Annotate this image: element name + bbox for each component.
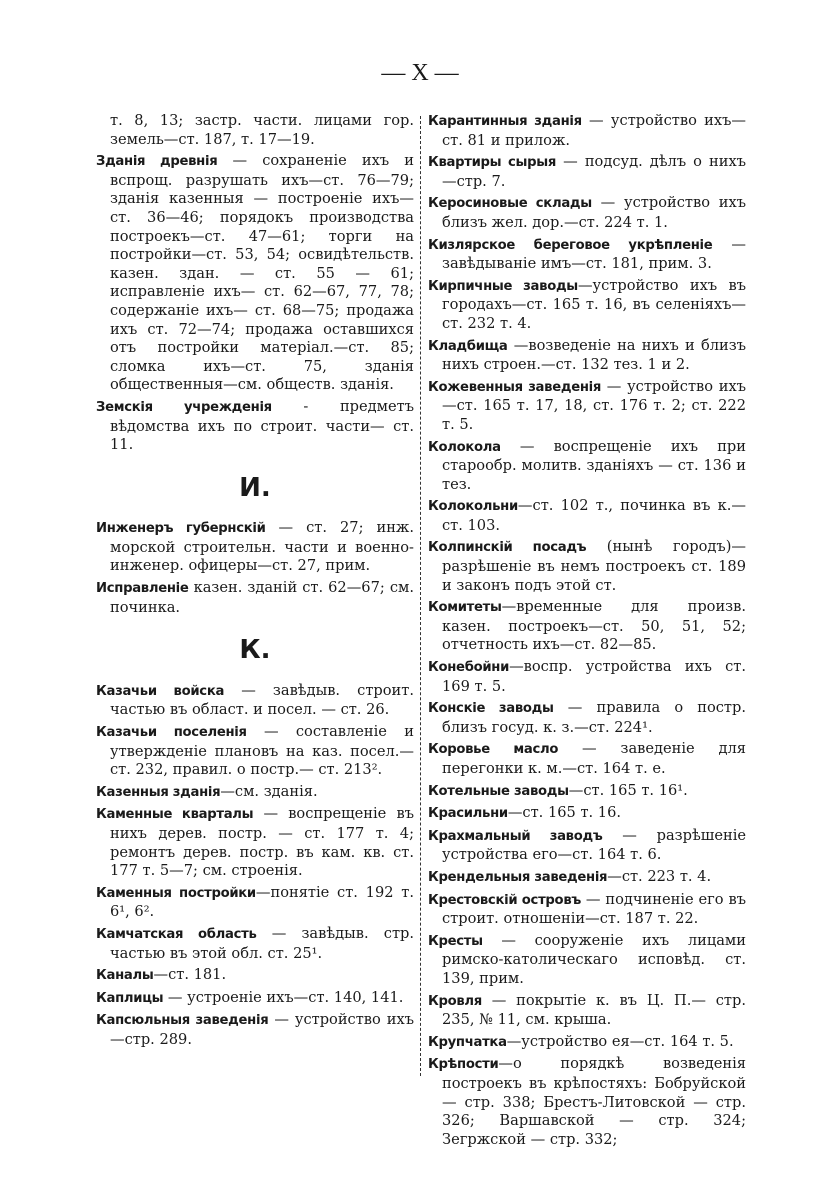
entry-text: — составленіе и утвержденіе плановъ на каз. посел.—ст. 232, правил. о постр.— ст. 213². [110,723,414,779]
index-entry [428,699,746,737]
entry-text: —ст. 102 т., починка въ к.—ст. 103. [442,497,746,534]
entry-text: — правила о постр. близъ госуд. к. з.—ст. 224¹. [442,699,746,736]
index-entry [96,805,414,880]
entry-text: — устройство ихъ—ст. 165 т. 17, 18, ст. 176 т. 2; ст. 222 т. 5. [442,377,746,433]
entry-term: Крестовскій островъ [428,892,581,908]
entry-term: Казачьи войска [96,683,225,699]
entry-term: Кровля [428,993,482,1009]
entry-term: Колокольни [428,499,518,515]
index-entry [428,992,746,1030]
section-letter-k: К. [239,635,271,666]
entry-text: — заведеніе для перегонки к. м.—ст. 164 т. е. [442,740,747,777]
index-entry [428,827,746,865]
entry-term: Кожевенныя заведенія [428,379,602,395]
page-number: — X — [381,60,459,86]
index-entry [428,538,746,595]
entry-term: Коровье масло [428,742,559,758]
index-entry [428,658,746,696]
entry-text: — воспрещеніе ихъ при старообр. молитв. зданіяхъ — ст. 136 и тез. [442,437,746,493]
index-entry [428,804,746,824]
entry-term: Карантинныя зданія [428,114,582,129]
entry-text: — устроеніе ихъ—ст. 140, 141. [163,988,404,1006]
entries-c [96,682,414,1050]
entry-term: Крахмальный заводъ [428,828,603,844]
entry-text: — покрытіе к. въ Ц. П.— стр. 235, № 11, см. крыша. [442,991,746,1029]
entry-term: Котельные заводы [428,783,569,799]
entry-term: Крѣпости [428,1057,499,1073]
right-column [428,112,746,1152]
index-entry [96,398,414,455]
index-entry [428,497,746,535]
index-entry [96,966,414,986]
entry-term: Красильни [428,806,508,822]
entry-text: —устройство ея—ст. 164 т. 5. [506,1032,734,1050]
entry-term: Капсюльныя заведенія [96,1013,269,1029]
entry-text: —воспр. устройства ихъ ст. 169 т. 5. [442,658,746,695]
entry-term: Казачьи поселенія [96,725,247,741]
entry-text: —устройство ихъ въ городахъ—ст. 165 т. 16, въ селеніяхъ—ст. 232 т. 4. [442,276,746,332]
index-entry [428,236,746,274]
entry-text: — устройство ихъ близъ жел. дор.—ст. 224 т. 1. [442,194,746,231]
entry-text: —о порядкѣ возведенія построекъ въ крѣпостяхъ: Бобруйской — стр. 338; Брестъ-Литовской — стр. 326; Варшавской — стр. 324; Зегржской — стр. 332; [442,1055,746,1148]
index-entry [96,682,414,720]
index-entry [428,598,746,655]
entry-term: Керосиновые склады [428,196,592,212]
index-entry [428,740,746,778]
entry-term: Зданія древнія [96,154,218,170]
index-entry [96,519,414,576]
entry-term: Каменные кварталы [96,807,254,823]
entry-text: —ст. 223 т. 4. [607,867,712,885]
entry-text: — устройство ихъ—ст. 81 и прилож. [442,112,746,149]
entry-text: — подсуд. дѣлъ о нихъ—стр. 7. [442,153,746,190]
entry-text: - предметъ вѣдомства ихъ по строит. части— ст. 11. [110,397,414,454]
entry-term: Инженеръ губернскій [96,521,266,537]
entry-term: Кирпичные заводы [428,278,578,294]
index-entry [96,152,414,395]
entry-text: — устройство ихъ—стр. 289. [110,1011,414,1048]
entry-text: —временные для произв. казен. построекъ—ст. 50, 51, 52; отчетность ихъ—ст. 82—85. [442,598,746,654]
index-entry [96,783,414,803]
entries-a [96,152,414,455]
entry-term: Казенныя зданія [96,784,221,800]
entry-text: — разрѣшеніе устройства его—ст. 164 т. 6. [442,826,746,864]
index-entry [428,1055,746,1149]
left-column [96,112,414,1053]
continuation-text: т. 8, 13; застр. части. лицами гор. земель—ст. 187, т. 17—19. [110,112,414,148]
entries-b [96,519,414,617]
index-entry [428,194,746,232]
entry-term: Колпинскій посадъ [428,540,587,556]
index-entry [96,579,414,617]
entry-text: —ст. 181. [153,966,227,984]
entry-term: Колокола [428,439,501,455]
entry-text: — сохраненіе ихъ и вспрощ. разрушать ихъ—ст. 76—79; зданія казенныя — построеніе ихъ—ст. 36—46; порядокъ производства построекъ—ст. 47—61; торги на постройки—ст. 53, 54; освидѣтельств. казен. здан. — ст. 55 — 61; исправленіе ихъ— ст. 62—67, 77, 78; содержаніе ихъ— ст. 68—75; продажа ихъ ст. 72—74; продажа оставшихся отъ постройки матеріал.—ст. 85; сломка ихъ—ст. 75, зданія общественныя—см. обществ. зданія. [110,152,415,394]
entry-term: Кизлярское береговое укрѣпленіе [428,237,713,253]
entry-text: —см. зданія. [220,782,318,800]
entry-text: — сооруженіе ихъ лицами римско-католическаго исповѣд. ст. 139, прим. [442,931,746,987]
entry-term: Кладбища [428,338,508,354]
entry-term: Конскіе заводы [428,701,554,717]
index-entry [428,438,746,495]
entry-text: —возведеніе на нихъ и близъ нихъ строен.—ст. 132 тез. 1 и 2. [442,336,746,374]
index-entry [428,112,746,150]
index-entry [96,723,414,780]
index-entry [428,932,746,989]
entry-term: Каналы [96,968,154,984]
index-entry [428,337,746,375]
entry-term: Земскія учрежденія [96,399,272,415]
entries-right [428,112,746,1149]
entry-term: Квартиры сырыя [428,155,557,171]
index-entry [428,782,746,802]
index-entry [428,868,746,888]
entry-text: — завѣдываніе имъ—ст. 181, прим. 3. [442,235,746,273]
entry-text: —ст. 165 т. 16¹. [568,781,688,799]
entry-text: (нынѣ городъ)— разрѣшеніе въ немъ построекъ ст. 189 и законъ подъ этой ст. [442,538,746,594]
entry-term: Конебойни [428,660,510,676]
section-letter-i: И. [239,472,271,503]
index-entry [428,277,746,334]
entry-text: — подчиненіе его въ строит. отношеніи—ст. 187 т. 22. [442,890,746,928]
entry-term: Комитеты [428,600,502,616]
entry-text: казен. зданій ст. 62—67; см. починка. [110,579,414,616]
entry-text: — завѣдыв. стр. частью въ этой обл. ст. 25¹. [110,924,414,962]
entry-term: Крендельныя заведенія [428,869,608,885]
index-entry [428,153,746,191]
entry-term: Кресты [428,933,483,949]
entry-text: —ст. 165 т. 16. [507,804,622,822]
entry-term: Исправленіе [96,581,189,597]
index-entry [428,891,746,929]
index-entry [96,925,414,963]
entry-term: Камчатская область [96,926,257,942]
index-entry [428,1033,746,1053]
index-entry [96,989,414,1009]
entry-term: Крупчатка [428,1034,507,1050]
entry-text: — завѣдыв. строит. частью въ област. и посел. — ст. 26. [110,681,415,719]
index-entry [96,884,414,922]
entry-term: Каплицы [96,990,164,1006]
index-entry [428,378,746,435]
entry-text: —понятіе ст. 192 т. 6¹, 6². [110,883,414,921]
entry-term: Каменныя постройки [96,885,256,901]
entry-text: — воспрещеніе въ нихъ дерев. постр. — ст. 177 т. 4; ремонтъ дерев. постр. въ кам. кв. ст. 177 т. 5—7; см. строенія. [110,805,414,880]
column-divider [420,116,421,1076]
index-entry [96,1011,414,1049]
entry-text: — ст. 27; инж. морской строительн. части и военно-инженер. офицеры—ст. 27, прим. [110,519,414,575]
